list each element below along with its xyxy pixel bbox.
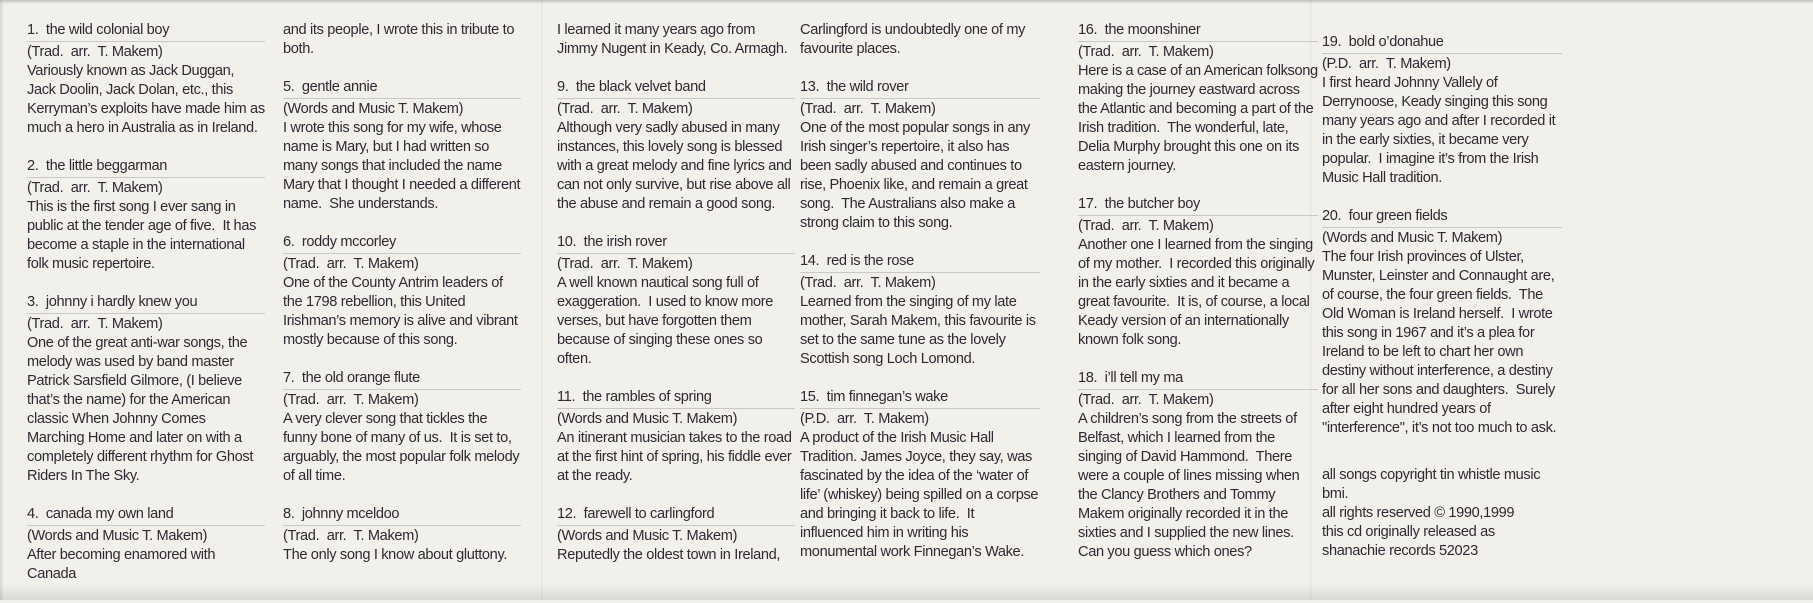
track-description: After becoming enamored with Canada xyxy=(27,547,219,582)
track-credit: (Words and Music T. Makem) xyxy=(557,411,738,427)
track-description: Here is a case of an American folksong making the journey eastward across the Atlantic and becoming a part of the Irish tradition. The wonderful, late, Delia Murphy brought this one on its eastern journey. xyxy=(1078,63,1322,174)
text-column-1 xyxy=(27,21,269,603)
track-entry xyxy=(283,369,521,486)
track-credit: (Words and Music T. Makem) xyxy=(283,101,464,117)
track-entry xyxy=(27,21,269,138)
track-entry xyxy=(557,233,795,369)
track-entry xyxy=(1078,369,1318,562)
track-title: 15. tim finnegan’s wake xyxy=(800,388,1040,409)
track-credit: (Trad. arr. T. Makem) xyxy=(557,256,693,272)
track-credit: (Trad. arr. T. Makem) xyxy=(27,180,163,196)
continuation-text: Carlingford is undoubtedly one of my favourite places. xyxy=(800,22,1029,57)
text-column-2 xyxy=(283,21,524,584)
track-credit: (Trad. arr. T. Makem) xyxy=(557,101,693,117)
continuation-text: and its people, I wrote this in tribute to both. xyxy=(283,22,518,57)
track-credit: (Trad. arr. T. Makem) xyxy=(800,101,936,117)
track-credit: (Trad. arr. T. Makem) xyxy=(1078,44,1214,60)
track-description: Although very sadly abused in many instances, this lovely song is blessed with a great melody and fine lyrics and can not only survive, but rise above all the abuse and remain a good song. xyxy=(557,120,796,212)
copyright-line: all rights reserved © 1990,1999 xyxy=(1322,505,1515,521)
track-credit: (Trad. arr. T. Makem) xyxy=(27,44,163,60)
track-description: An itinerant musician takes to the road at the first hint of spring, his fiddle ever at the ready. xyxy=(557,430,796,484)
track-title: 14. red is the rose xyxy=(800,252,1040,273)
track-title: 20. four green fields xyxy=(1322,207,1562,228)
track-title: 18. i’ll tell my ma xyxy=(1078,369,1318,390)
text-column-4 xyxy=(800,21,1040,581)
track-title: 16. the moonshiner xyxy=(1078,21,1318,42)
track-title: 19. bold o’donahue xyxy=(1322,33,1562,54)
track-description: One of the great anti-war songs, the melody was used by band master Patrick Sarsfield Gilmore, (I believe that’s the name) for the American classic When Johnny Comes Marching Home and later on with a completely different rhythm for Ghost Riders In The Sky. xyxy=(27,335,257,484)
track-title: 2. the little beggarman xyxy=(27,157,265,178)
track-title: 12. farewell to carlingford xyxy=(557,505,795,526)
track-entry xyxy=(557,388,795,486)
track-entry xyxy=(800,388,1040,562)
track-description: A well known nautical song full of exaggeration. I used to know more verses, but have forgotten them because of singing these ones so often. xyxy=(557,275,777,367)
track-credit: (Words and Music T. Makem) xyxy=(557,528,738,544)
track-description: I first heard Johnny Vallely of Derrynoose, Keady singing this song many years ago and after I recorded it in the early sixties, it became very popular. I imagine it’s from the Irish Music Hall tradition. xyxy=(1322,75,1560,186)
copyright-block xyxy=(1322,466,1562,561)
track-entry xyxy=(1078,21,1322,176)
track-title: 9. the black velvet band xyxy=(557,78,795,99)
copyright-line: all songs copyright tin whistle music bmi. xyxy=(1322,467,1548,502)
track-title: 7. the old orange flute xyxy=(283,369,521,390)
panel-fold-seam xyxy=(541,0,543,600)
track-entry xyxy=(283,505,521,565)
track-credit: (Trad. arr. T. Makem) xyxy=(283,256,419,272)
track-credit: (Trad. arr. T. Makem) xyxy=(27,316,163,332)
track-entry xyxy=(27,505,265,584)
track-title: 17. the butcher boy xyxy=(1078,195,1318,216)
track-credit: (P.D. arr. T. Makem) xyxy=(800,411,929,427)
scan-edge-top xyxy=(0,0,1813,4)
scan-edge-left xyxy=(0,0,4,600)
text-column-5 xyxy=(1078,21,1322,581)
track-title: 6. roddy mccorley xyxy=(283,233,521,254)
track-title: 11. the rambles of spring xyxy=(557,388,795,409)
track-credit: (Trad. arr. T. Makem) xyxy=(1078,218,1214,234)
track-entry xyxy=(1078,195,1318,350)
track-entry xyxy=(557,505,795,565)
track-title: 3. johnny i hardly knew you xyxy=(27,293,265,314)
track-entry xyxy=(27,293,265,486)
track-title: 1. the wild colonial boy xyxy=(27,21,265,42)
track-credit: (Trad. arr. T. Makem) xyxy=(283,528,419,544)
track-description: Learned from the singing of my late mother, Sarah Makem, this favourite is set to the same tune as the lovely Scottish song Loch Lomond. xyxy=(800,294,1040,367)
track-entry xyxy=(283,233,521,350)
track-credit: (Trad. arr. T. Makem) xyxy=(283,392,419,408)
track-credit: (Trad. arr. T. Makem) xyxy=(1078,392,1214,408)
track-entry xyxy=(557,78,795,214)
track-description: Reputedly the oldest town in Ireland, xyxy=(557,547,781,563)
track-entry xyxy=(1322,33,1562,188)
track-description: This is the first song I ever sang in public at the tender age of five. It has become a staple in the international folk music repertoire. xyxy=(27,199,260,272)
text-column-3 xyxy=(557,21,795,584)
track-title: 8. johnny mceldoo xyxy=(283,505,521,526)
track-entry xyxy=(283,78,524,214)
track-title: 5. gentle annie xyxy=(283,78,521,99)
track-description: One of the most popular songs in any Irish singer’s repertoire, it also has been sadly abused and continues to rise, Phoenix like, and remain a great song. The Australians also make a strong claim to this song. xyxy=(800,120,1034,231)
track-entry xyxy=(1322,207,1562,438)
track-credit: (Words and Music T. Makem) xyxy=(1322,230,1503,246)
track-description: Variously known as Jack Duggan, Jack Doolin, Jack Dolan, etc., this Kerryman’s exploits have made him as much a hero in Australia as in Ireland. xyxy=(27,63,269,136)
track-description: I wrote this song for my wife, whose name is Mary, but I had written so many songs that included the name Mary that I thought I needed a different name. She understands. xyxy=(283,120,524,212)
track-credit: (Words and Music T. Makem) xyxy=(27,528,208,544)
track-entry xyxy=(800,78,1040,233)
track-description: One of the County Antrim leaders of the 1798 rebellion, this United Irishman’s memory is alive and vibrant mostly because of this song. xyxy=(283,275,522,348)
track-description: The four Irish provinces of Ulster, Munster, Leinster and Connaught are, of course, the four green fields. The Old Woman is Ireland herself. I wrote this song in 1967 and it’s a plea for Ireland to be left to chart her own destiny without interference, a destiny for all her sons and daughters. Surely after eight hundred years of "interference", it’s not too much to ask. xyxy=(1322,249,1559,436)
track-description: A children’s song from the streets of Belfast, which I learned from the singing of David Hammond. There were a couple of lines missing when the Clancy Brothers and Tommy Makem originally recorded it in the sixties and I supplied the new lines. Can you guess which ones? xyxy=(1078,411,1304,560)
track-description: A very clever song that tickles the funny bone of many of us. It is set to, arguably, the most popular folk melody of all time. xyxy=(283,411,523,484)
track-title: 13. the wild rover xyxy=(800,78,1040,99)
track-title: 10. the irish rover xyxy=(557,233,795,254)
track-entry xyxy=(800,252,1040,369)
copyright-line: this cd originally released as xyxy=(1322,524,1495,540)
text-column-6 xyxy=(1322,33,1562,561)
continuation-text: I learned it many years ago from Jimmy Nugent in Keady, Co. Armagh. xyxy=(557,22,788,57)
copyright-line: shanachie records 52023 xyxy=(1322,543,1478,559)
track-description: The only song I know about gluttony. xyxy=(283,547,508,563)
scan-edge-bottom xyxy=(0,584,1813,600)
track-credit: (P.D. arr. T. Makem) xyxy=(1322,56,1451,72)
track-description: A product of the Irish Music Hall Tradition. James Joyce, they say, was fascinated by the idea of the ‘water of life’ (whiskey) being spilled on a corpse and bringing it back to life. It influenced him in writing his monumental work Finnegan’s Wake. xyxy=(800,430,1042,560)
track-credit: (Trad. arr. T. Makem) xyxy=(800,275,936,291)
track-title: 4. canada my own land xyxy=(27,505,265,526)
track-entry xyxy=(27,157,265,274)
track-description: Another one I learned from the singing of my mother. I recorded this originally in the early sixties and it became a great favourite. It is, of course, a local Keady version of an internationally known folk song. xyxy=(1078,237,1318,348)
